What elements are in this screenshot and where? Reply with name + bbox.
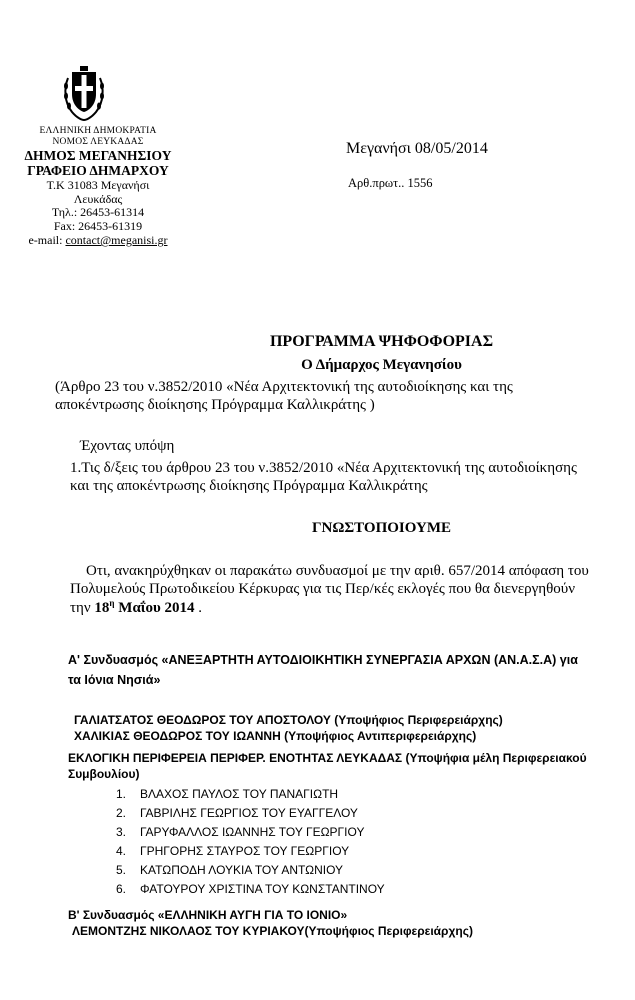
region-line: Λευκάδας <box>73 191 123 206</box>
republic-line: ΕΛΛΗΝΙΚΗ ΔΗΜΟΚΡΑΤΙΑ <box>39 126 157 136</box>
list-item: 5. ΚΑΤΩΠΟΔΗ ΛΟΥΚΙΑ ΤΟΥ ΑΝΤΩΝΙΟΥ <box>116 863 344 877</box>
greek-coat-of-arms-icon <box>62 64 106 122</box>
list-item: 4. ΓΡΗΓΟΡΗΣ ΣΤΑΥΡΟΣ ΤΟΥ ΓΕΩΡΓΙΟΥ <box>116 844 350 858</box>
document-title: ΠΡΟΓΡΑΜΜΑ ΨΗΦΟΦΟΡΙΑΣ <box>269 333 494 350</box>
list-item: 2. ΓΑΒΡΙΛΗΣ ΓΕΩΡΓΙΟΣ ΤΟΥ ΕΥΑΓΓΕΛΟΥ <box>116 806 358 820</box>
protocol-number: Αρθ.πρωτ.. 1556 <box>348 176 433 190</box>
having-regard-line: Έχοντας υπόψη <box>80 438 175 454</box>
law-reference: (Άρθρο 23 του ν.3852/2010 «Νέα Αρχιτεκτονική της αυτοδιοίκησης και της αποκέντρωσης διοίκησης Πρόγραμμα Καλλικράτης ) <box>55 379 513 413</box>
electoral-district: ΕΚΛΟΓΙΚΗ ΠΕΡΙΦΕΡΕΙΑ ΠΕΡΙΦΕΡ. ΕΝΟΤΗΤΑΣ ΛΕΥΚΑΔΑΣ (Υποψήφια μέλη Περιφερειακού Συμβουλίου) <box>68 751 587 782</box>
email-line <box>14 234 182 248</box>
email-label: e-mail: <box>28 233 66 248</box>
phone-line: Τηλ.: 26453-61314 <box>51 205 145 220</box>
announcement-heading: ΓΝΩΣΤΟΠΟΙΟΥΜΕ <box>311 520 452 536</box>
list-item: 6. ΦΑΤΟΥΡΟΥ ΧΡΙΣΤΙΝΑ ΤΟΥ ΚΩΝΣΤΑΝΤΙΝΟΥ <box>116 882 385 896</box>
candidate-governor: ΓΑΛΙΑΤΣΑΤΟΣ ΘΕΟΔΩΡΟΣ ΤΟΥ ΑΠΟΣΤΟΛΟΥ (Υποψήφιος Περιφερειάρχης) <box>74 713 503 727</box>
office-line: ΓΡΑΦΕΙΟ ΔΗΜΑΡΧΟΥ <box>27 163 169 179</box>
regard-item-1: 1.Τις δ/ξεις του άρθρου 23 του ν.3852/2010 «Νέα Αρχιτεκτονική της αυτοδιοίκησης και της αποκέντρωσης διοίκησης Πρόγραμμα Καλλικράτης <box>70 460 577 494</box>
candidate-vice-governor: ΧΑΛΙΚΙΑΣ ΘΕΟΔΩΡΟΣ ΤΟΥ ΙΩΑΝΝΗ (Υποψήφιος Αντιπεριφερειάρχης) <box>74 729 477 744</box>
coalition-b-candidate-governor: ΛΕΜΟΝΤΖΗΣ ΝΙΚΟΛΑΟΣ ΤΟΥ ΚΥΡΙΑΚΟΥ(Υποψήφιος Περιφερειάρχης) <box>72 924 473 938</box>
coalition-a-heading: Α' Συνδυασμός «ΑΝΕΞΑΡΤΗΤΗ ΑΥΤΟΔΙΟΙΚΗΤΙΚΗ ΣΥΝΕΡΓΑΣΙΑ ΑΡΧΩΝ (ΑΝ.Α.Σ.Α) για τα Ιόνια Νησιά» <box>68 653 578 687</box>
coalition-b-heading: Β' Συνδυασμός «ΕΛΛΗΝΙΚΗ ΑΥΓΗ ΓΙΑ ΤΟ ΙΟΝΙΟ» <box>68 908 348 922</box>
prefecture-line: ΝΟΜΟΣ ΛΕΥΚΑΔΑΣ <box>52 136 144 147</box>
body-end: . <box>194 600 202 616</box>
body-paragraph <box>70 562 590 617</box>
fax-line: Fax: 26453-61319 <box>53 219 143 234</box>
document-date: Μεγανήσι 08/05/2014 <box>346 140 488 157</box>
coalition-a-candidates <box>74 712 594 744</box>
email-link[interactable]: contact@meganisi.gr <box>65 233 168 248</box>
list-item: 3. ΓΑΡΥΦΑΛΛΟΣ ΙΩΑΝΝΗΣ ΤΟΥ ΓΕΩΡΓΙΟΥ <box>116 825 365 839</box>
body-text: Οτι, ανακηρύχθηκαν οι παρακάτω συνδυασμοί με την αριθ. 657/2014 απόφαση του Πολυμελούς Πρωτοδικείου Κέρκυρας για τις Περ/κές εκλογές που θα διενεργηθούν την <box>70 563 589 616</box>
list-item: 1. ΒΛΑΧΟΣ ΠΑΥΛΟΣ ΤΟΥ ΠΑΝΑΓΙΩΤΗ <box>116 787 339 801</box>
document-subtitle: Ο Δήμαρχος Μεγανησίου <box>301 357 462 373</box>
council-members-list <box>116 785 516 899</box>
postal-line: Τ.Κ 31083 Μεγανήσι <box>46 177 150 192</box>
municipality-line: ΔΗΜΟΣ ΜΕΓΑΝΗΣΙΟΥ <box>24 147 172 163</box>
election-date: $18^\eta$ Μαΐου 2014 <box>94 598 195 616</box>
sender-block <box>14 126 182 248</box>
